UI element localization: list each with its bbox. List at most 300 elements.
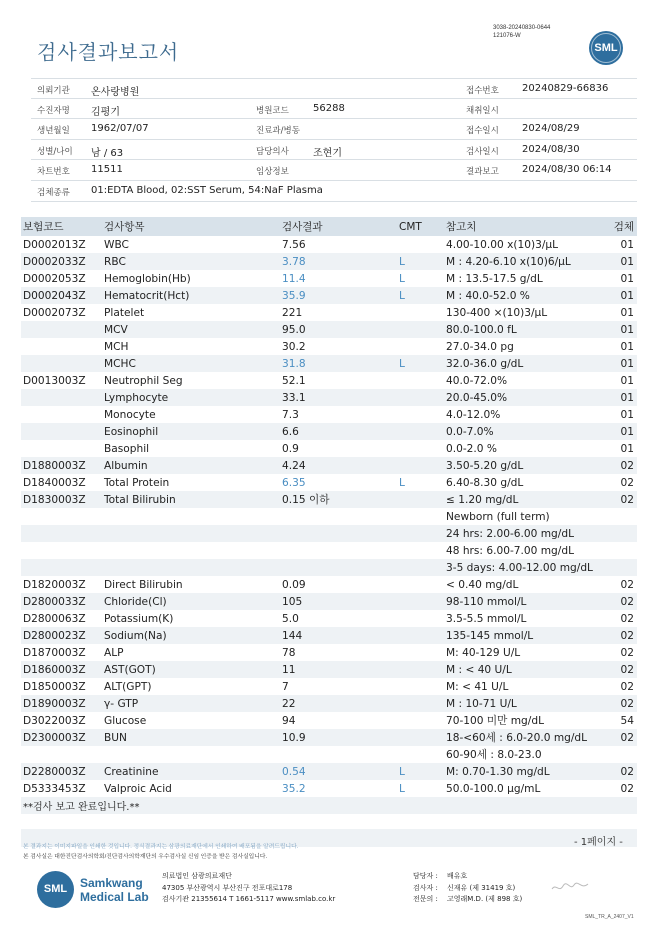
cell-name: ALT(GPT): [104, 680, 152, 693]
header-spec: 검체: [609, 217, 637, 236]
cell-spec: 02: [620, 476, 634, 489]
cell-code: D1870003Z: [23, 646, 86, 659]
cell-spec: 02: [620, 646, 634, 659]
receipt-date-value: 2024/08/29: [522, 123, 580, 135]
cell-code: D2280003Z: [21, 763, 102, 780]
cell-name: Neutrophil Seg: [104, 374, 183, 387]
cell-ref: 135-145 mmol/L: [444, 627, 609, 644]
header-ref: 참고치: [444, 217, 609, 236]
cell-code: D2800023Z: [21, 627, 102, 644]
cell-spec: 02: [620, 578, 634, 591]
signature-icon: [550, 877, 590, 897]
results-table: [21, 217, 637, 814]
cell-ref: 20.0-45.0%: [444, 389, 609, 406]
cell-cmt: [397, 491, 444, 508]
cell-ref: M : 40.0-52.0 %: [444, 287, 609, 304]
cell-spec: 01: [620, 374, 634, 387]
cell-ref: 60-90세 : 8.0-23.0: [446, 749, 542, 761]
request-org-value: 온사랑병원: [91, 87, 140, 98]
cell-ref: 4.00-10.00 x(10)3/μL: [446, 238, 559, 251]
cell-code: D3022003Z: [23, 714, 86, 727]
table-row: [21, 287, 637, 304]
table-row: [21, 712, 637, 729]
report-complete-text: **검사 보고 완료입니다.**: [21, 797, 637, 814]
cell-cmt: [397, 576, 444, 593]
birth-value: 1962/07/07: [91, 123, 149, 135]
table-row: [21, 678, 637, 695]
cell-result: 22: [280, 695, 397, 712]
cell-spec: 02: [609, 593, 637, 610]
cell-cmt: [397, 678, 444, 695]
cell-ref: 24 hrs: 2.00-6.00 mg/dL: [444, 525, 609, 542]
cell-name: [102, 508, 280, 525]
info-row: [31, 99, 637, 120]
request-org-label: 의뢰기관: [37, 86, 70, 96]
cell-spec: 01: [620, 408, 634, 421]
cell-result: 0.54: [280, 763, 397, 780]
sml-logo-icon: SML: [589, 31, 623, 65]
cell-result: 4.24: [280, 457, 397, 474]
cell-cmt: [397, 644, 444, 661]
cell-name: AST(GOT): [102, 661, 280, 678]
cell-name: Basophil: [104, 442, 150, 455]
cell-spec: 01: [609, 423, 637, 440]
header-code: 보험코드: [21, 217, 102, 236]
sex-age-value: 남 / 63: [91, 147, 124, 159]
cell-cmt: [397, 321, 444, 338]
cell-spec: 01: [609, 355, 637, 372]
cell-code: D1850003Z: [23, 680, 86, 693]
info-row: [31, 140, 637, 161]
cell-spec: 02: [620, 782, 634, 795]
table-row: [21, 406, 637, 423]
cell-code: [21, 746, 102, 763]
cell-code: D5333453Z: [23, 782, 86, 795]
chart-no-value: 11511: [91, 164, 123, 176]
cell-result: 10.9: [280, 729, 397, 746]
cell-ref: M : < 40 U/L: [444, 661, 609, 678]
cell-result: [280, 542, 397, 559]
table-row: [21, 780, 637, 797]
cell-spec: 02: [620, 680, 634, 693]
receipt-no-value: 20240829-66836: [522, 83, 609, 94]
cell-spec: 01: [620, 340, 634, 353]
cell-code: [21, 406, 102, 423]
cell-result: 6.6: [280, 423, 397, 440]
document-id: [493, 25, 550, 40]
cell-ref: 6.40-8.30 g/dL: [446, 476, 524, 489]
cell-cmt: [397, 457, 444, 474]
cell-cmt: [397, 559, 444, 576]
table-row: [21, 355, 637, 372]
cell-name: MCH: [104, 340, 129, 353]
cell-ref: 27.0-34.0 pg: [446, 340, 514, 353]
staff-value: 배유호: [447, 872, 468, 880]
cell-spec: [609, 542, 637, 559]
cell-code: [21, 525, 102, 542]
org-contact: 검사기관 21355614 T 1661-5117 www.smlab.co.kr: [162, 895, 336, 903]
cell-spec: 02: [609, 661, 637, 678]
header-result: 검사결과: [280, 217, 397, 236]
cell-code: D1860003Z: [21, 661, 102, 678]
cell-name: BUN: [102, 729, 280, 746]
cell-ref: Newborn (full term): [446, 510, 550, 523]
table-row: [21, 542, 637, 559]
cell-name: WBC: [104, 238, 129, 251]
cell-cmt: [397, 338, 444, 355]
cell-cmt: L: [397, 355, 444, 372]
birth-label: 생년월일: [37, 126, 70, 137]
org-name: 의료법인 삼광의료재단: [162, 872, 232, 880]
table-row: [21, 253, 637, 270]
table-row: [21, 627, 637, 644]
cell-ref: 18-<60세 : 6.0-20.0 mg/dL: [444, 729, 609, 746]
patient-info: [31, 78, 637, 202]
cell-name: Total Bilirubin: [102, 491, 280, 508]
document-id-line2: 121076-W: [493, 32, 521, 39]
cell-code: D1840003Z: [23, 476, 86, 489]
results-body: [21, 236, 637, 814]
cell-code: [21, 355, 102, 372]
cell-spec: 01: [609, 321, 637, 338]
cell-ref: ≤ 1.20 mg/dL: [444, 491, 609, 508]
cell-cmt: [397, 542, 444, 559]
receipt-no-label: 접수번호: [466, 86, 499, 96]
cell-name: Lymphocyte: [102, 389, 280, 406]
cell-spec: 01: [620, 272, 634, 285]
cell-name: MCHC: [102, 355, 280, 372]
cell-code: [21, 321, 102, 338]
cell-code: D0002013Z: [23, 238, 86, 251]
doctor-value: 조현기: [313, 147, 342, 159]
cell-name: Direct Bilirubin: [104, 578, 183, 591]
cell-name: Hematocrit(Hct): [102, 287, 280, 304]
cell-cmt: [397, 440, 444, 457]
table-row: [21, 695, 637, 712]
cell-ref: M: < 41 U/L: [446, 680, 509, 693]
cell-spec: [609, 559, 637, 576]
tech-label: 검사자 :: [413, 883, 438, 892]
cell-code: [21, 508, 102, 525]
table-row: [21, 729, 637, 746]
lab-address-block: [162, 871, 335, 906]
cell-cmt: [397, 304, 444, 321]
tech-value: 신재유 (제 31419 호): [447, 883, 516, 892]
cell-result: 7.56: [282, 238, 306, 251]
sex-age-label: 성별/나이: [37, 146, 73, 157]
cell-spec: 02: [609, 729, 637, 746]
specialist-value: 고영래M.D. (제 898 호): [447, 895, 523, 903]
table-row: [21, 508, 637, 525]
form-number: SML_TR_A_2407_V1: [585, 914, 634, 920]
cell-ref: 0.0-2.0 %: [446, 442, 497, 455]
cell-result: 221: [282, 306, 303, 319]
table-row: [21, 644, 637, 661]
cell-result: 35.2: [282, 782, 306, 795]
brand-line2: Medical Lab: [80, 890, 149, 904]
cell-result: 0.15 이하: [280, 491, 397, 508]
report-complete-row: [21, 797, 637, 814]
info-row: [31, 119, 637, 140]
cell-result: 0.09: [282, 578, 306, 591]
cell-ref: 48 hrs: 6.00-7.00 mg/dL: [446, 544, 574, 557]
table-row: [21, 440, 637, 457]
cell-result: 30.2: [282, 340, 306, 353]
cell-code: D2300003Z: [21, 729, 102, 746]
cell-cmt: [397, 661, 444, 678]
brand-line1: Samkwang: [80, 876, 143, 890]
cell-result: [280, 746, 397, 763]
cell-cmt: [397, 406, 444, 423]
cell-spec: 01: [609, 253, 637, 270]
cell-cmt: [397, 593, 444, 610]
org-address: 47305 부산광역시 부산진구 전포대로178: [162, 883, 293, 892]
cell-result: 94: [282, 714, 296, 727]
cell-result: 105: [280, 593, 397, 610]
cell-result: 52.1: [282, 374, 306, 387]
cell-result: 7.3: [282, 408, 299, 421]
cell-result: 95.0: [280, 321, 397, 338]
cell-result: 35.9: [280, 287, 397, 304]
cell-name: [102, 559, 280, 576]
cell-cmt: [397, 236, 444, 253]
cell-name: [102, 746, 280, 763]
certification-notice: 본 검사실은 대한진단검사의학회/진단검사의학재단의 우수검사실 신임 인증을 받은 검사실입니다.: [23, 854, 268, 860]
header-name: 검사항목: [102, 217, 280, 236]
specimen-value: 01:EDTA Blood, 02:SST Serum, 54:NaF Plasma: [91, 184, 323, 196]
cell-ref: 3-5 days: 4.00-12.00 mg/dL: [444, 559, 609, 576]
cell-result: 33.1: [280, 389, 397, 406]
cell-spec: 01: [609, 389, 637, 406]
cell-name: Sodium(Na): [102, 627, 280, 644]
table-row: [21, 474, 637, 491]
cell-name: [102, 525, 280, 542]
cell-ref: 70-100 미만 mg/dL: [446, 715, 544, 727]
info-row: [31, 78, 637, 99]
receipt-date-label: 접수일시: [466, 126, 499, 137]
cell-cmt: [397, 746, 444, 763]
cell-code: D1830003Z: [21, 491, 102, 508]
cell-cmt: L: [397, 287, 444, 304]
test-date-value: 2024/08/30: [522, 143, 580, 155]
cell-code: D0002073Z: [23, 306, 86, 319]
table-row: [21, 457, 637, 474]
patient-label: 수진자명: [37, 105, 70, 116]
cell-cmt: [397, 627, 444, 644]
cell-result: [280, 525, 397, 542]
table-row: [21, 559, 637, 576]
cell-name: ALP: [104, 646, 124, 659]
cell-spec: 02: [620, 612, 634, 625]
cell-cmt: [397, 423, 444, 440]
sml-footer-logo-icon: SML: [37, 871, 74, 908]
table-row: [21, 661, 637, 678]
cell-ref: 4.0-12.0%: [446, 408, 501, 421]
hospital-code-label: 병원코드: [256, 105, 289, 116]
info-row: [31, 181, 637, 202]
cell-ref: M : 4.20-6.10 x(10)6/μL: [444, 253, 609, 270]
cell-name: Potassium(K): [104, 612, 174, 625]
doctor-label: 담당의사: [256, 146, 289, 157]
specimen-label: 검체종류: [37, 187, 70, 198]
cell-name: Hemoglobin(Hb): [104, 272, 191, 285]
table-row: [21, 321, 637, 338]
cell-result: 31.8: [280, 355, 397, 372]
cell-code: [21, 542, 102, 559]
cell-spec: [609, 525, 637, 542]
cell-cmt: [397, 508, 444, 525]
clinical-label: 임상정보: [256, 167, 289, 178]
cell-result: 5.0: [282, 612, 299, 625]
cell-ref: M : 13.5-17.5 g/dL: [446, 272, 543, 285]
cell-code: D0013003Z: [23, 374, 86, 387]
cell-name: Monocyte: [104, 408, 156, 421]
cell-cmt: [397, 389, 444, 406]
cell-name: Valproic Acid: [104, 782, 172, 795]
cell-result: 11.4: [282, 272, 306, 285]
cell-cmt: [397, 610, 444, 627]
table-row: [21, 389, 637, 406]
hospital-code-value: 56288: [313, 102, 345, 114]
cell-code: [21, 423, 102, 440]
cell-name: Platelet: [104, 306, 145, 319]
cell-name: Creatinine: [102, 763, 280, 780]
cell-spec: 01: [609, 287, 637, 304]
cell-ref: 3.5-5.5 mmol/L: [446, 612, 527, 625]
cell-ref: M: 0.70-1.30 mg/dL: [444, 763, 609, 780]
cell-spec: 02: [609, 627, 637, 644]
cell-code: D0002033Z: [21, 253, 102, 270]
cell-ref: M: 40-129 U/L: [446, 646, 521, 659]
cell-name: MCV: [102, 321, 280, 338]
image-notice: 본 결과지는 이미지파일을 인쇄한 것입니다. 정식결과지는 삼광의료재단에서 인쇄하여 배포됨을 알려드립니다.: [23, 844, 299, 850]
cell-code: D1890003Z: [21, 695, 102, 712]
report-value: 2024/08/30 06:14: [522, 164, 612, 176]
header-cmt: CMT: [397, 217, 444, 236]
cell-code: [21, 389, 102, 406]
cell-name: RBC: [102, 253, 280, 270]
cell-result: 78: [282, 646, 296, 659]
cell-result: 0.9: [282, 442, 299, 455]
cell-ref: 0.0-7.0%: [444, 423, 609, 440]
cell-result: [280, 508, 397, 525]
cell-spec: [609, 746, 637, 763]
cell-spec: 01: [620, 442, 634, 455]
table-row: [21, 746, 637, 763]
cell-spec: [609, 508, 637, 525]
brand-name: [80, 876, 149, 904]
cell-spec: 02: [609, 457, 637, 474]
cell-name: γ- GTP: [102, 695, 280, 712]
cell-result: 11: [280, 661, 397, 678]
cell-ref: 50.0-100.0 μg/mL: [446, 782, 541, 795]
specialist-label: 전문의 :: [413, 895, 438, 903]
cell-code: D2800033Z: [21, 593, 102, 610]
cell-spec: 02: [609, 491, 637, 508]
cell-cmt: [397, 525, 444, 542]
cell-cmt: [397, 729, 444, 746]
cell-result: 144: [280, 627, 397, 644]
info-row: [31, 160, 637, 181]
cell-ref: 3.50-5.20 g/dL: [444, 457, 609, 474]
cell-code: D0002043Z: [21, 287, 102, 304]
table-row: [21, 270, 637, 287]
patient-value: 김평기: [91, 106, 120, 118]
cell-name: [102, 542, 280, 559]
test-date-label: 검사일시: [466, 146, 499, 157]
cell-name: Glucose: [104, 714, 147, 727]
table-row: [21, 491, 637, 508]
cell-code: D1820003Z: [23, 578, 86, 591]
cell-ref: 130-400 ×(10)3/μL: [446, 306, 548, 319]
collection-date-label: 채취일시: [466, 105, 499, 116]
report-label: 결과보고: [466, 167, 499, 178]
cell-ref: 40.0-72.0%: [446, 374, 508, 387]
table-row: [21, 304, 637, 321]
table-header-row: [21, 217, 637, 236]
cell-code: [21, 338, 102, 355]
table-row: [21, 610, 637, 627]
cell-result: 6.35: [282, 476, 306, 489]
cell-result: 7: [282, 680, 289, 693]
cell-spec: 02: [609, 695, 637, 712]
page-number: - 1페이지 -: [574, 837, 623, 848]
cell-spec: 01: [620, 238, 634, 251]
chart-no-label: 차트번호: [37, 167, 70, 178]
cell-code: [21, 559, 102, 576]
cell-name: Albumin: [102, 457, 280, 474]
table-row: [21, 372, 637, 389]
cell-name: Chloride(Cl): [102, 593, 280, 610]
cell-code: D1880003Z: [21, 457, 102, 474]
cell-name: Total Protein: [104, 476, 170, 489]
document-id-line1: 3038-20240830-0644: [493, 25, 551, 31]
cell-ref: < 0.40 mg/dL: [446, 578, 519, 591]
table-row: [21, 423, 637, 440]
page-title: 검사결과보고서: [37, 40, 180, 64]
cell-name: Eosinophil: [102, 423, 280, 440]
cell-cmt: [397, 695, 444, 712]
cell-cmt: L: [399, 782, 405, 795]
cell-result: 3.78: [280, 253, 397, 270]
cell-ref: M : 10-71 U/L: [444, 695, 609, 712]
table-row: [21, 525, 637, 542]
cell-code: D2800063Z: [23, 612, 86, 625]
table-row: [21, 593, 637, 610]
table-row: [21, 576, 637, 593]
cell-cmt: L: [399, 272, 405, 285]
cell-spec: 54: [620, 714, 634, 727]
cell-spec: 02: [609, 763, 637, 780]
staff-label: 담당자 :: [413, 872, 438, 880]
cell-cmt: [397, 372, 444, 389]
table-row: [21, 236, 637, 253]
cell-ref: 32.0-36.0 g/dL: [444, 355, 609, 372]
staff-block: [413, 871, 522, 906]
cell-spec: 01: [620, 306, 634, 319]
dept-label: 진료과/병동: [256, 126, 300, 137]
table-row: [21, 763, 637, 780]
cell-cmt: [397, 712, 444, 729]
cell-code: [21, 440, 102, 457]
cell-code: D0002053Z: [23, 272, 86, 285]
cell-cmt: L: [397, 253, 444, 270]
cell-ref: 80.0-100.0 fL: [444, 321, 609, 338]
cell-result: [280, 559, 397, 576]
cell-ref: 98-110 mmol/L: [444, 593, 609, 610]
table-row: [21, 338, 637, 355]
cell-cmt: L: [397, 763, 444, 780]
